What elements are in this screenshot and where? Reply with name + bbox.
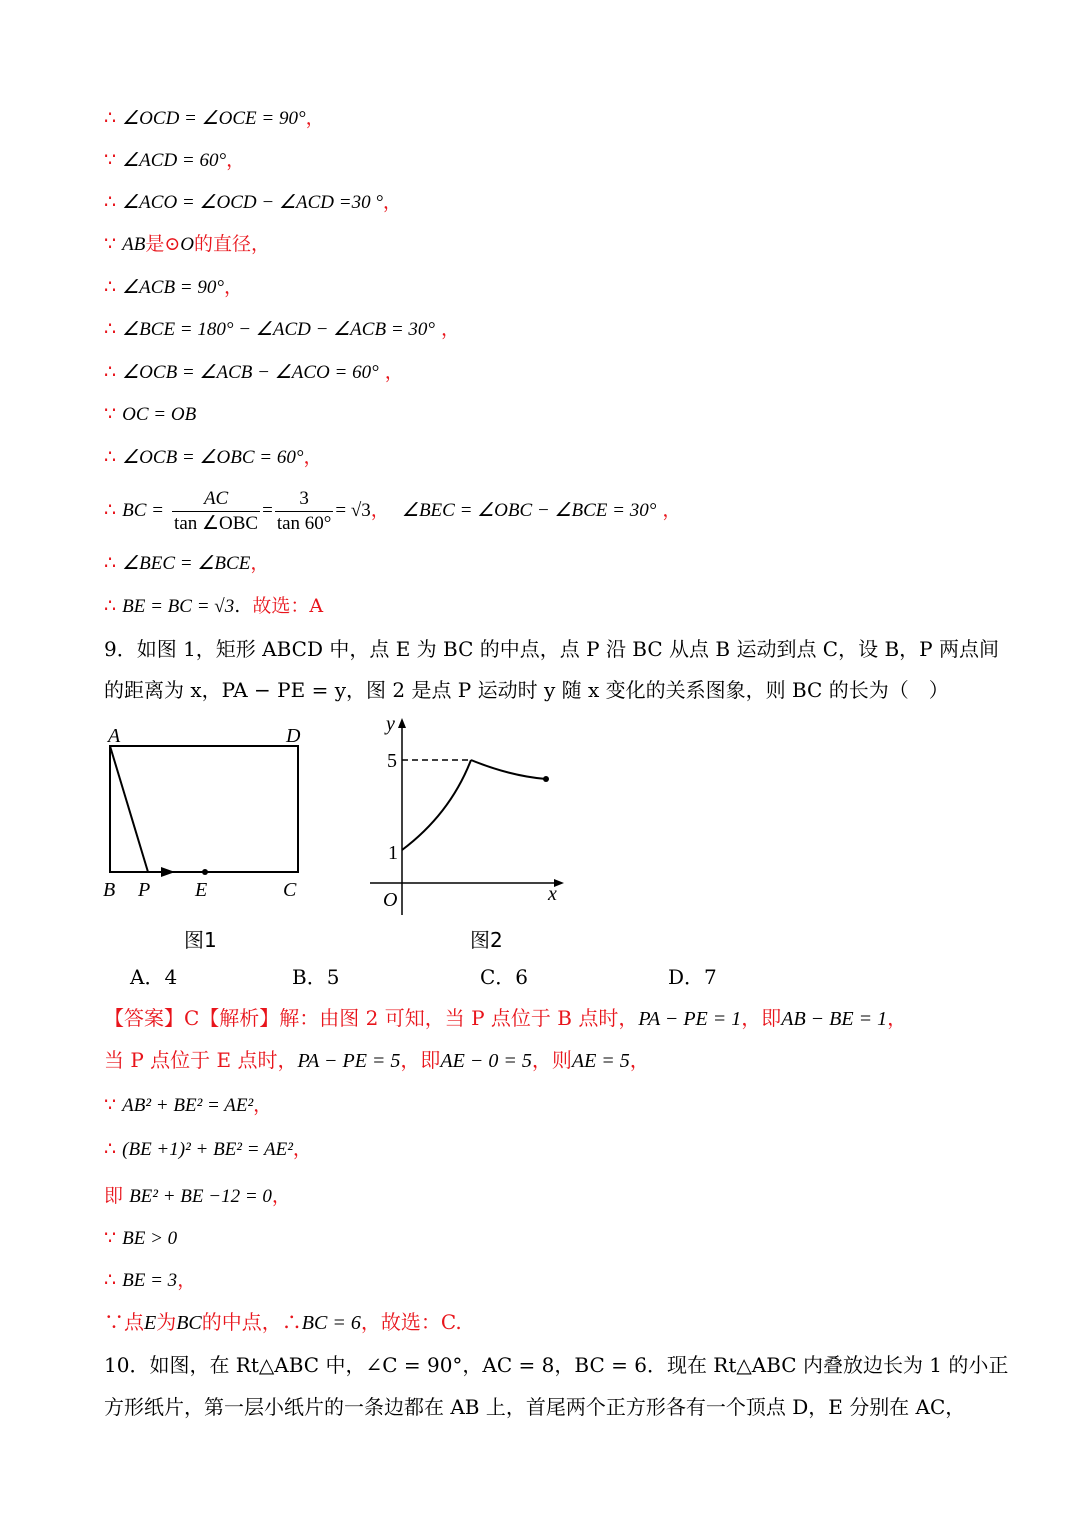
rect-abcd	[110, 746, 298, 872]
label-origin: O	[383, 889, 398, 911]
solution-line: ∴ ∠BCE = 180° − ∠ACD − ∠ACB = 30° ，	[104, 318, 461, 340]
solution-line: ∵ ∠ACD = 60°，	[104, 149, 246, 171]
figure-2-caption: 图2	[470, 928, 503, 952]
problem-9-line-1: 9．如图 1，矩形 ABCD 中，点 E 为 BC 的中点，点 P 沿 BC 从点 B 运动到点 C，设 B，P 两点间	[104, 637, 999, 661]
option-c: C．6	[480, 965, 529, 989]
solution-line: ∴ ∠OCB = ∠ACB − ∠ACO = 60° ，	[104, 361, 404, 383]
label-c: C	[283, 879, 297, 901]
solution-line: ∴ ∠BEC = ∠BCE，	[104, 552, 270, 574]
segment-ap	[110, 746, 148, 872]
option-d: D．7	[668, 965, 717, 989]
arrow-icon	[161, 867, 175, 877]
option-b: B．5	[292, 965, 340, 989]
answer-line-2: 当 P 点位于 E 点时，PA − PE = 5，即AE − 0 = 5，则AE = 5，	[104, 1048, 650, 1072]
y-axis-arrow-icon	[398, 718, 406, 728]
answer-line-8: ∵点E为BC的中点，∴BC = 6，故选：C.	[104, 1310, 462, 1334]
label-d: D	[286, 725, 301, 747]
solution-line: ∴ ∠ACO = ∠OCD − ∠ACD =30 °，	[104, 191, 402, 213]
answer-line-3: ∵ AB² + BE² = AE²，	[104, 1094, 273, 1116]
answer-line-6: ∵ BE > 0	[104, 1227, 178, 1249]
fraction: $\frac{AC}{\text{tan ∠OBC}}$	[174, 487, 259, 534]
option-a: A．4	[130, 965, 178, 989]
label-x: x	[548, 883, 557, 905]
label-a: A	[108, 725, 121, 747]
solution-line: ∵ OC = OB	[104, 403, 197, 425]
problem-10-line-1: 10．如图，在 Rt△ABC 中，∠C = 90°，AC = 8，BC = 6．现在 Rt△ABC 内叠放边长为 1 的小正	[104, 1353, 1009, 1377]
solution-line: ∵ AB是⊙O的直径，	[104, 233, 271, 255]
solution-line: ∴ BE = BC = √3. 故选：A	[104, 595, 324, 617]
answer-line-1: 【答案】C【解析】解：由图 2 可知，当 P 点位于 B 点时，PA − PE = 1，即AB − BE = 1，	[104, 1006, 908, 1030]
tick-1: 1	[388, 842, 398, 864]
tick-5: 5	[387, 750, 397, 772]
answer-line-4: ∴ (BE +1)² + BE² = AE²，	[104, 1138, 312, 1160]
curve-endpoint	[543, 776, 549, 782]
solution-line-fraction: ∴ BC = $\frac{AC}{\text{tan ∠OBC}}$ = $\frac{3}{\tan 60^\circ}$ = √3， ∠BEC = ∠OBC − ∠BCE = 30° ，	[104, 487, 682, 534]
solution-line: ∴ ∠OCB = ∠OBC = 60°，	[104, 446, 323, 468]
problem-10-line-2: 方形纸片，第一层小纸片的一条边都在 AB 上，首尾两个正方形各有一个顶点 D，E 分别在 AC，	[104, 1395, 966, 1419]
fraction: $\frac{3}{\tan 60^\circ}$	[276, 487, 332, 534]
figure-2-graph	[360, 710, 575, 925]
answer-line-7: ∴ BE = 3，	[104, 1269, 197, 1291]
point-e	[202, 869, 208, 875]
curve-rise	[402, 760, 471, 850]
figure-1-rectangle	[95, 718, 325, 903]
figure-1-caption: 图1	[184, 928, 217, 952]
solution-line: ∴ ∠OCD = ∠OCE = 90°，	[104, 107, 325, 129]
solution-line: ∴ ∠ACB = 90°，	[104, 276, 243, 298]
answer-line-5: 即 BE² + BE −12 = 0，	[104, 1185, 291, 1207]
problem-9-line-2: 的距离为 x，PA − PE = y，图 2 是点 P 运动时 y 随 x 变化的关系图象，则 BC 的长为（ ）	[104, 678, 949, 702]
label-b: B	[103, 879, 116, 901]
label-y: y	[386, 713, 395, 735]
label-e: E	[195, 879, 208, 901]
curve-fall	[471, 760, 546, 779]
label-p: P	[138, 879, 151, 901]
